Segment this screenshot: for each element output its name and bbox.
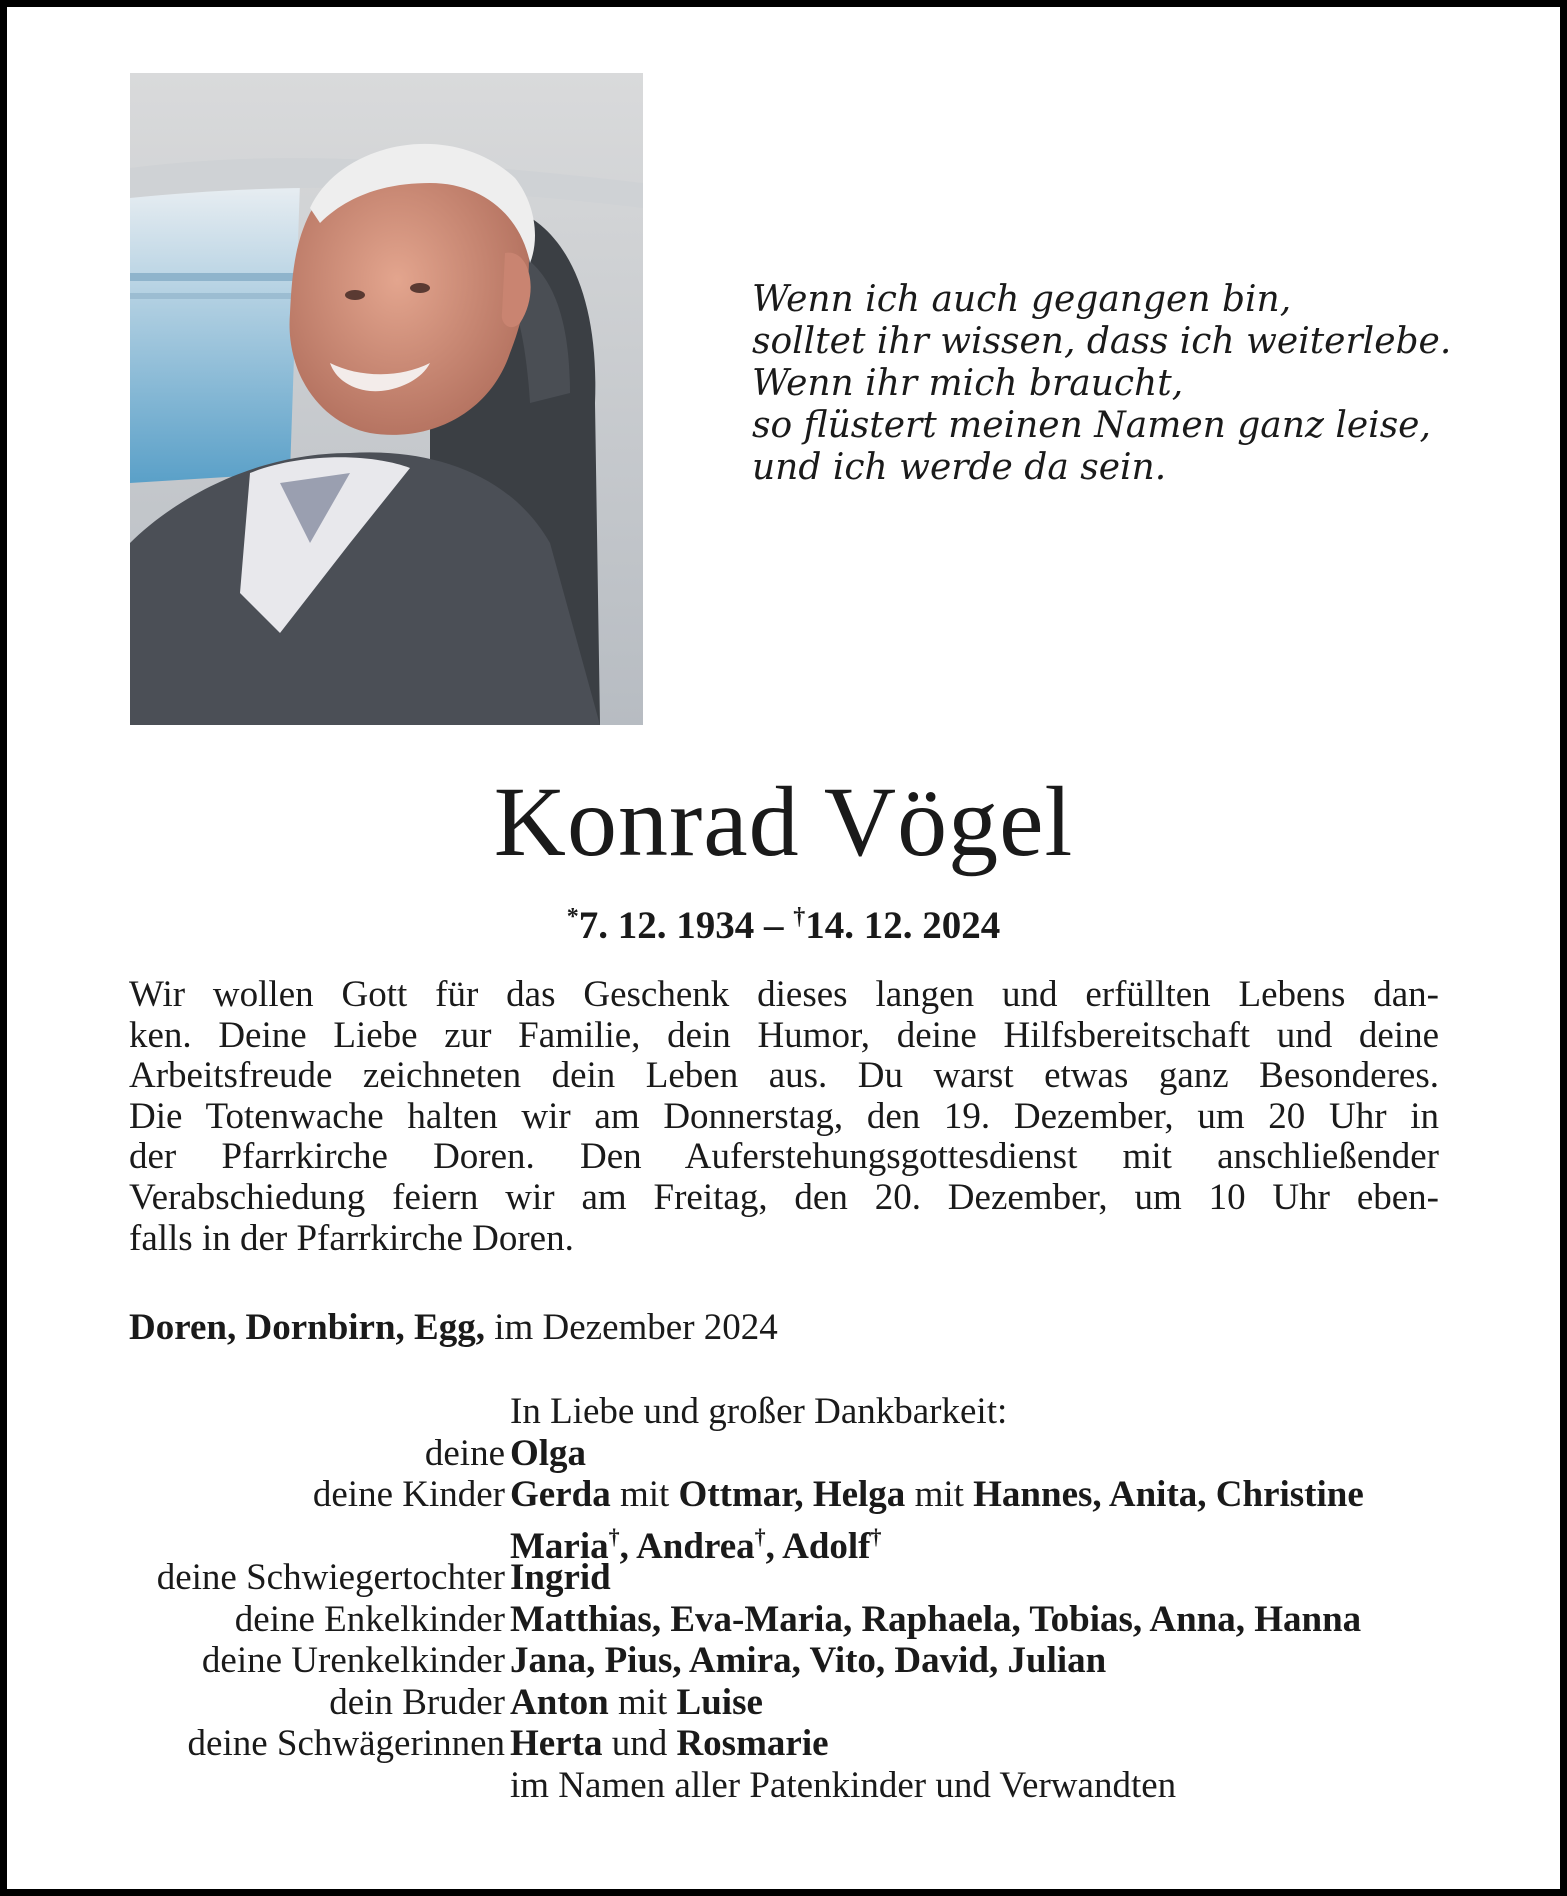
mourner-row-wife (7, 1433, 1560, 1475)
relation-label: deine Urenkelkinder (201, 1640, 505, 1681)
life-dates (7, 895, 1560, 948)
mourner-names: Maria†, Andrea†, Adolf† (510, 1523, 882, 1567)
text-line: falls in der Pfarrkirche Doren. (129, 1217, 574, 1259)
date-dash: – (754, 904, 794, 947)
portrait-photo (130, 73, 643, 725)
relation-label: deine Enkelkinder (234, 1598, 505, 1640)
text-line: der Pfarrkirche Doren. Den Auferstehungsgottesdienst mit anschließender (129, 1136, 1439, 1178)
mourner-row-sisters-in-law (7, 1723, 1560, 1765)
quote-line: und ich werde da sein. (752, 447, 1167, 488)
place-and-date (129, 1307, 778, 1349)
quote-line: solltet ihr wissen, dass ich weiterlebe. (752, 321, 1452, 362)
mourners-closing: im Namen aller Patenkinder und Verwandten (510, 1764, 1177, 1806)
quote-line: so flüstert meinen Namen ganz leise, (752, 405, 1431, 446)
relation-label: dein Bruder (329, 1681, 505, 1723)
relation-label: deine Kinder (312, 1474, 505, 1515)
mourner-names: Matthias, Eva-Maria, Raphaela, Tobias, Anna, Hanna (510, 1598, 1362, 1640)
mourner-names: Anton mit Luise (510, 1681, 763, 1723)
deceased-name: Konrad Vögel (493, 766, 1074, 877)
text-line: Verabschiedung feiern wir am Freitag, den 20. Dezember, um 10 Uhr eben- (129, 1176, 1439, 1218)
mourner-names: Jana, Pius, Amira, Vito, David, Julian (510, 1640, 1107, 1681)
birth-date: 7. 12. 1934 (578, 904, 755, 947)
place-date: im Dezember 2024 (484, 1307, 778, 1348)
text-line: Arbeitsfreude zeichneten dein Leben aus. Du warst etwas ganz Besonderes. (129, 1055, 1439, 1097)
mourner-row-children-deceased (7, 1516, 1560, 1567)
relation-label: deine Schwägerinnen (187, 1723, 505, 1764)
birth-symbol: * (566, 904, 579, 930)
obituary-text (129, 975, 1439, 1259)
mourner-names: Ingrid (510, 1557, 611, 1598)
mourners-closing-row (7, 1765, 1560, 1807)
mourners-intro-row (7, 1391, 1560, 1433)
mourner-row-daughter-in-law (7, 1557, 1560, 1599)
death-symbol: † (793, 904, 806, 930)
quote-line: Wenn ihr mich braucht, (752, 363, 1184, 404)
mourner-names: Gerda mit Ottmar, Helga mit Hannes, Anita, Christine (510, 1474, 1364, 1515)
quote-line: Wenn ich auch gegangen bin, (752, 279, 1292, 320)
mourners-list (7, 1391, 1560, 1806)
mourner-row-great-grandchildren (7, 1640, 1560, 1682)
mourner-row-grandchildren (7, 1599, 1560, 1641)
text-line: Die Totenwache halten wir am Donnerstag, den 19. Dezember, um 20 Uhr in (129, 1095, 1439, 1137)
obituary-page (7, 7, 1560, 1889)
mourner-names: Herta und Rosmarie (510, 1723, 829, 1764)
mourner-names: Olga (510, 1432, 587, 1474)
memorial-quote (752, 279, 1472, 489)
portrait-image (130, 73, 643, 725)
mourners-intro: In Liebe und großer Dankbarkeit: (510, 1391, 1008, 1432)
text-line: Wir wollen Gott für das Geschenk dieses langen und erfüllten Lebens dan- (129, 974, 1439, 1015)
relation-label: deine Schwiegertochter (156, 1557, 505, 1598)
relation-label: deine (424, 1432, 505, 1474)
place-towns: Doren, Dornbirn, Egg, (129, 1307, 485, 1348)
text-line: ken. Deine Liebe zur Familie, dein Humor, deine Hilfsbereitschaft und deine (129, 1014, 1439, 1056)
death-date: 14. 12. 2024 (805, 904, 1001, 947)
mourner-row-brother (7, 1682, 1560, 1724)
mourner-row-children (7, 1474, 1560, 1516)
